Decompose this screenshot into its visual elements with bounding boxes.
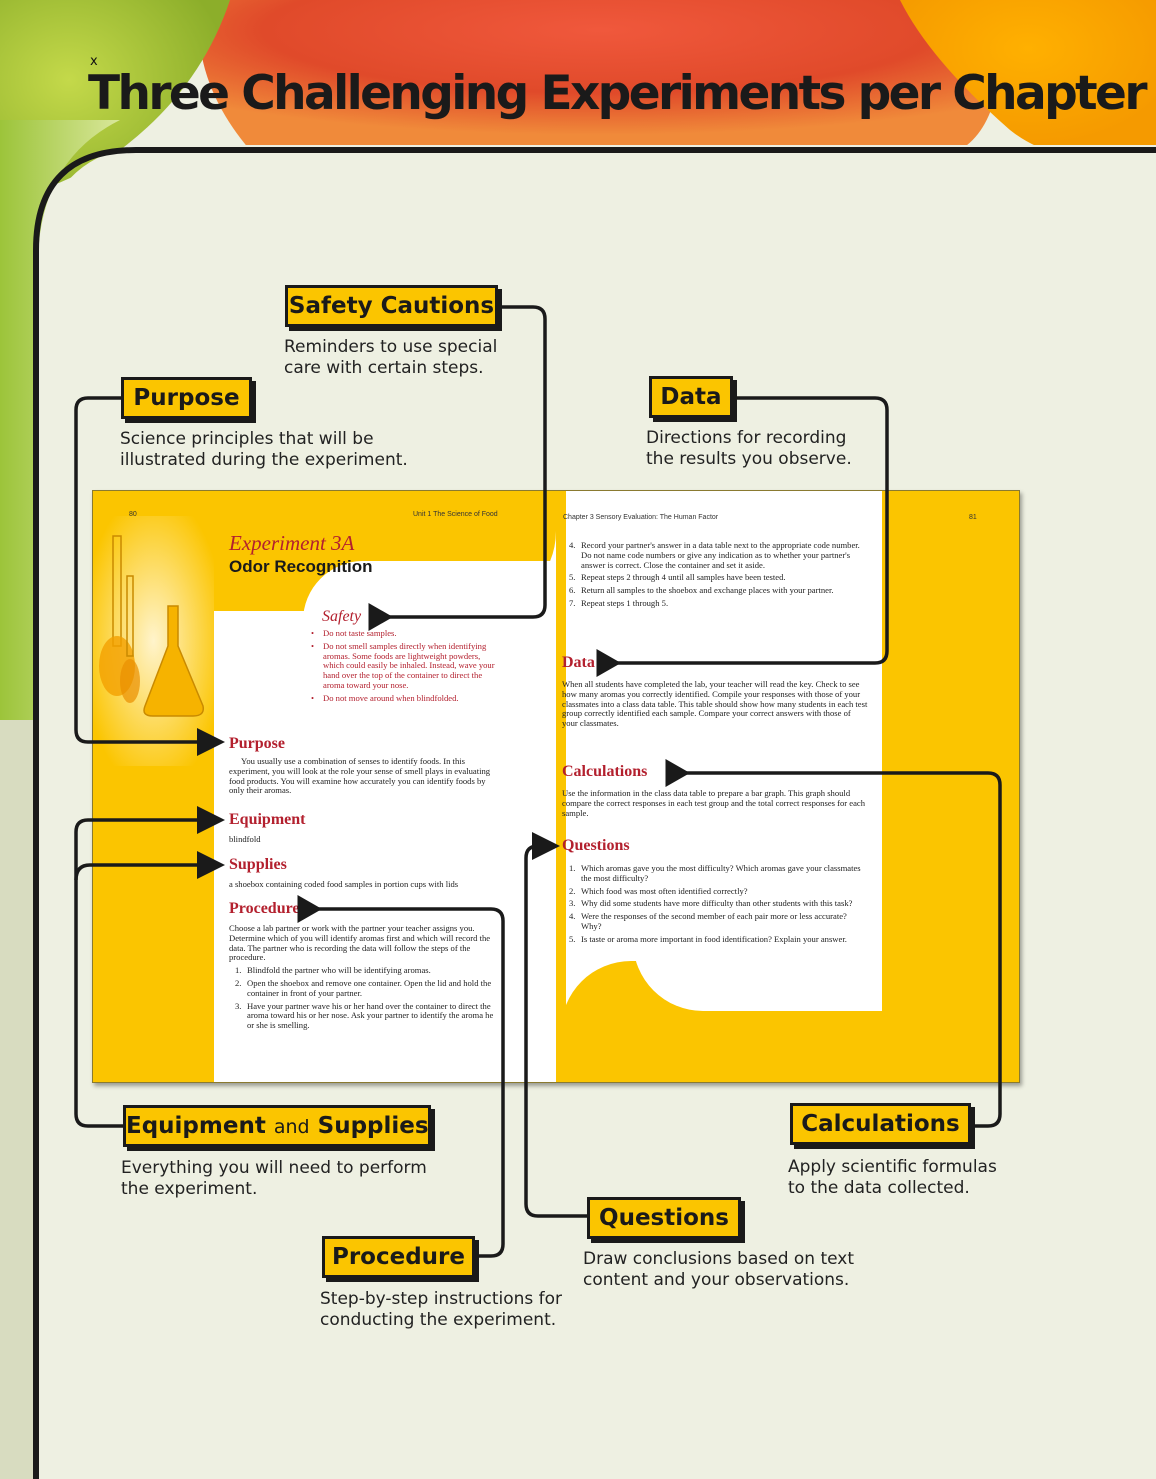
safety-heading: Safety (322, 608, 362, 625)
purpose-text: You usually use a combination of senses to identify foods. In this experiment, you will look at the role your sense of smell plays in evaluating food products. You will examine how accurately you can identify foods by only their aromas. (229, 756, 491, 796)
procedure-step: 5. Repeat steps 2 through 4 until all samples have been tested. (569, 572, 786, 583)
questions-heading: Questions (562, 837, 630, 854)
safety-item: • Do not move around when blindfolded. (311, 692, 459, 703)
right-running-head: Chapter 3 Sensory Evaluation: The Human Factor (563, 514, 719, 521)
calculations-heading: Calculations (562, 763, 648, 780)
procedure-connector (315, 909, 503, 1256)
data-heading: Data (562, 654, 595, 671)
experiment-subtitle: Odor Recognition (229, 557, 373, 576)
left-page-number: 80 (129, 511, 137, 518)
data-text: When all students have completed the lab, your teacher will read the key. Check to see how many aromas you correctly identified. Compile your responses with those of your classmates into a class data table. This table should show how many students in each test group correctly identified each sample. Compare your correct answers with those of your classmates. (562, 679, 868, 729)
calculations-text: Use the information in the class data table to prepare a bar graph. This graph should compare the correct responses in each test group and the total correct responses for each sample. (562, 788, 866, 818)
purpose-heading: Purpose (229, 735, 285, 752)
question-item: 5. Is taste or aroma more important in food identification? Explain your answer. (569, 933, 847, 944)
procedure-step: 2. Open the shoebox and remove one container. Open the lid and hold the container in front of your partner. (235, 977, 492, 998)
equipment-text: blindfold (229, 834, 261, 844)
purpose-desc: Science principles that will be illustrated during the experiment. (120, 429, 408, 470)
data-label: Data (649, 376, 733, 418)
question-item: 3. Why did some students have more difficulty than other students with this task? (569, 898, 853, 909)
calculations-label: Calculations (790, 1103, 971, 1145)
calculations-connector (683, 773, 1000, 1126)
question-item: 2. Which food was most often identified correctly? (569, 885, 748, 896)
safety-item: • Do not taste samples. (311, 628, 397, 638)
data-desc: Directions for recording the results you observe. (646, 428, 852, 469)
experiment-title: Experiment 3A (229, 531, 355, 555)
procedure-label: Procedure (322, 1236, 475, 1278)
calculations-desc: Apply scientific formulas to the data collected. (788, 1157, 997, 1198)
purpose-label: Purpose (121, 377, 252, 419)
supplies-text: a shoebox containing coded food samples in portion cups with lids (229, 879, 459, 889)
supplies-heading: Supplies (229, 856, 287, 873)
questions-label: Questions (587, 1197, 741, 1239)
procedure-heading: Procedure (229, 900, 300, 917)
equipment-heading: Equipment (229, 811, 306, 828)
questions-desc: Draw conclusions based on text content and your observations. (583, 1249, 855, 1290)
question-item: 1. Which aromas gave you the most difficulty? Which aromas gave your classmates the most difficulty? (569, 863, 861, 883)
page-marker: x (90, 54, 98, 69)
equipment-supplies-desc: Everything you will need to perform the experiment. (121, 1158, 427, 1199)
right-page-number: 81 (969, 514, 977, 521)
procedure-step: 3. Have your partner wave his or her hand over the container to direct the aroma toward his or her nose. Ask your partner to identify the aroma he or she is smelling. (235, 1000, 494, 1031)
safety-cautions-desc: Reminders to use special care with certain steps. (284, 337, 498, 378)
procedure-step: 7. Repeat steps 1 through 5. (569, 597, 669, 608)
page-title: Three Challenging Experiments per Chapter (88, 66, 1145, 121)
safety-cautions-label: Safety Cautions (285, 285, 498, 327)
supplies-connector (76, 865, 218, 880)
safety-item: • Do not smell samples directly when identifying aromas. Some foods are lightweight powders, which could easily be inhaled. Instead, wave your hand over the top of the container to direct the aroma toward your nose. (311, 640, 495, 690)
procedure-intro: Choose a lab partner or work with the partner your teacher assigns you. Determine which of you will identify aromas first and which will record the data. The partner who is recording the data will follow the steps of the procedure. (229, 923, 491, 963)
procedure-step: 1. Blindfold the partner who will be identifying aromas. (235, 965, 431, 976)
questions-connector (526, 846, 588, 1216)
question-item: 4. Were the responses of the second member of each pair more or less accurate? Why? (569, 911, 847, 931)
left-running-head: Unit 1 The Science of Food (413, 511, 498, 518)
procedure-desc: Step-by-step instructions for conducting the experiment. (320, 1289, 563, 1330)
procedure-step: 4. Record your partner's answer in a data table next to the appropriate code number. Do not name code numbers or give any indication as to whether your partner's answer is correct. Close the container and set it aside. (569, 540, 860, 570)
procedure-step: 6. Return all samples to the shoebox and exchange places with your partner. (569, 585, 834, 596)
equipment-supplies-label: Equipment and Supplies (123, 1105, 431, 1147)
